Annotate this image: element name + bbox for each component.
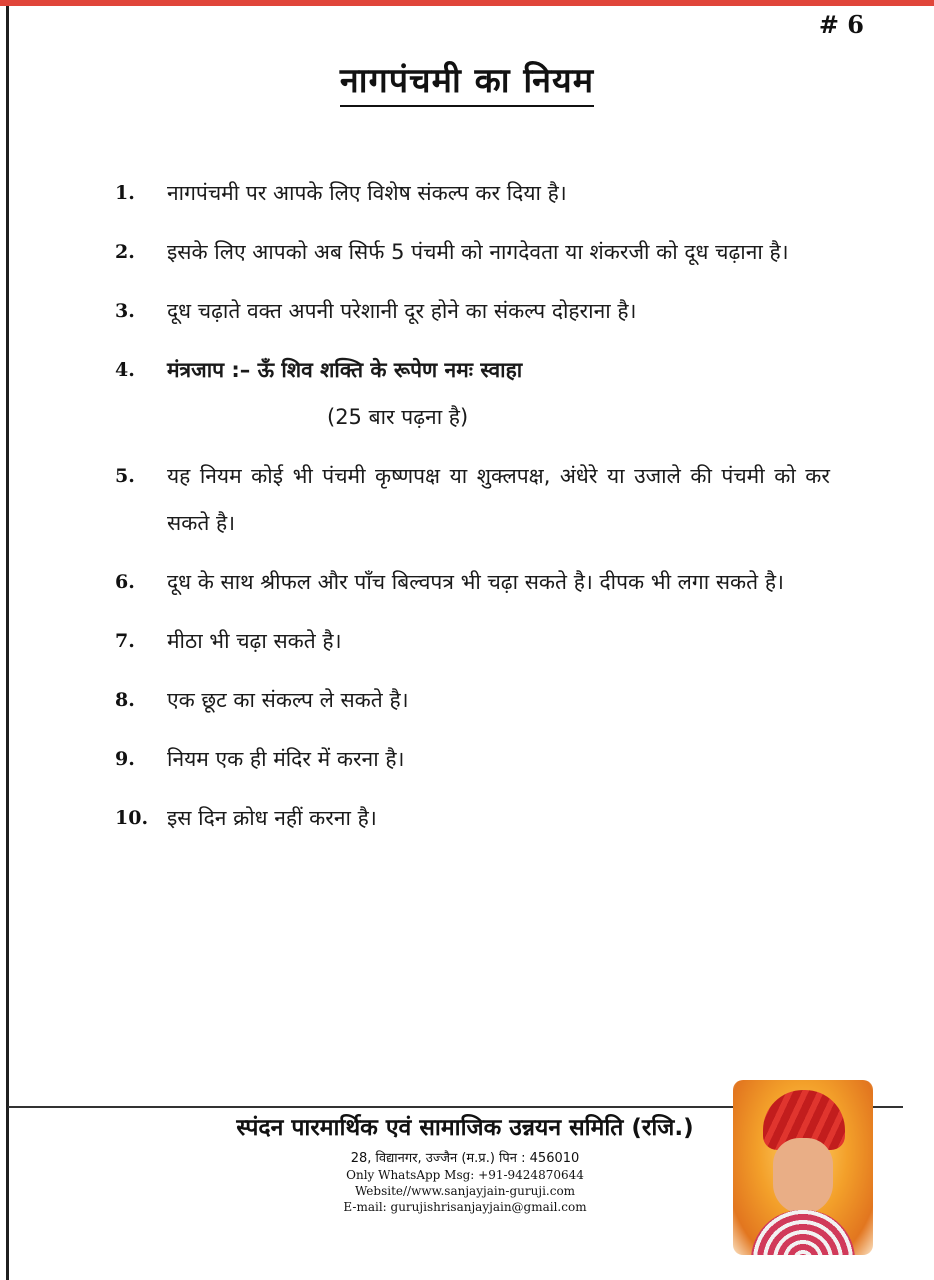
rule-number: 8. <box>115 689 135 711</box>
rule-text: दूध के साथ श्रीफल और पाँच बिल्वपत्र भी चढ़ा सकते है। दीपक भी लगा सकते है। <box>167 570 784 594</box>
rule-number: 1. <box>115 182 135 204</box>
left-border-line <box>6 6 9 1280</box>
rule-item-10 <box>115 795 830 842</box>
rule-item-4 <box>115 347 830 441</box>
rule-number: 7. <box>115 630 135 652</box>
rule-number: 9. <box>115 748 135 770</box>
rule-item-3 <box>115 288 830 335</box>
organization-name: स्पंदन पारमार्थिक एवं सामाजिक उन्नयन समिति (रजि.) <box>236 1115 694 1141</box>
rule-text: एक छूट का संकल्प ले सकते है। <box>167 688 409 712</box>
document-title: नागपंचमी का नियम <box>340 61 594 107</box>
mantra-text: मंत्रजाप :– ऊँ शिव शक्ति के रूपेण नमः स्वाहा <box>167 358 523 382</box>
email-contact: E-mail: gurujishrisanjayjain@gmail.com <box>343 1200 587 1214</box>
rule-text: इस दिन क्रोध नहीं करना है। <box>167 806 377 830</box>
guru-portrait-photo <box>733 1080 873 1255</box>
mantra-repeat-note: (25 बार पढ़ना है) <box>327 405 469 429</box>
rule-text: इसके लिए आपको अब सिर्फ 5 पंचमी को नागदेवता या शंकरजी को दूध चढ़ाना है। <box>167 240 789 264</box>
rule-text: नियम एक ही मंदिर में करना है। <box>167 747 405 771</box>
rule-number: 5. <box>115 465 135 487</box>
rule-item-8 <box>115 677 830 724</box>
rule-number: 2. <box>115 241 135 263</box>
rule-number: 6. <box>115 571 135 593</box>
website-link: Website//www.sanjayjain-guruji.com <box>354 1184 576 1198</box>
rule-item-2 <box>115 229 830 276</box>
rule-text: नागपंचमी पर आपके लिए विशेष संकल्प कर दिया है। <box>167 181 567 205</box>
rule-item-9 <box>115 736 830 783</box>
rules-list <box>115 170 830 854</box>
rule-item-1 <box>115 170 830 217</box>
face-shape <box>773 1138 833 1214</box>
rule-text: दूध चढ़ाते वक्त अपनी परेशानी दूर होने का संकल्प दोहराना है। <box>167 299 637 323</box>
mantra-block <box>167 347 830 441</box>
organization-address: 28, विद्यानगर, उज्जैन (म.प्र.) पिन : 456010 <box>350 1151 580 1166</box>
top-accent-bar <box>0 0 934 6</box>
document-title-wrap <box>0 56 934 102</box>
rule-number: 4. <box>115 359 135 381</box>
rule-number: 10. <box>115 807 149 829</box>
rule-text: यह नियम कोई भी पंचमी कृष्णपक्ष या शुक्लपक्ष, अंधेरे या उजाले की पंचमी को कर सकते है। <box>167 464 830 535</box>
garland-shape <box>751 1210 855 1255</box>
rule-number: 3. <box>115 300 135 322</box>
rule-item-7 <box>115 618 830 665</box>
rule-text: मीठा भी चढ़ा सकते है। <box>167 629 342 653</box>
rule-item-5 <box>115 453 830 547</box>
whatsapp-contact: Only WhatsApp Msg: +91-9424870644 <box>346 1168 584 1182</box>
page-number: # 6 <box>818 10 864 39</box>
rule-item-6 <box>115 559 830 606</box>
